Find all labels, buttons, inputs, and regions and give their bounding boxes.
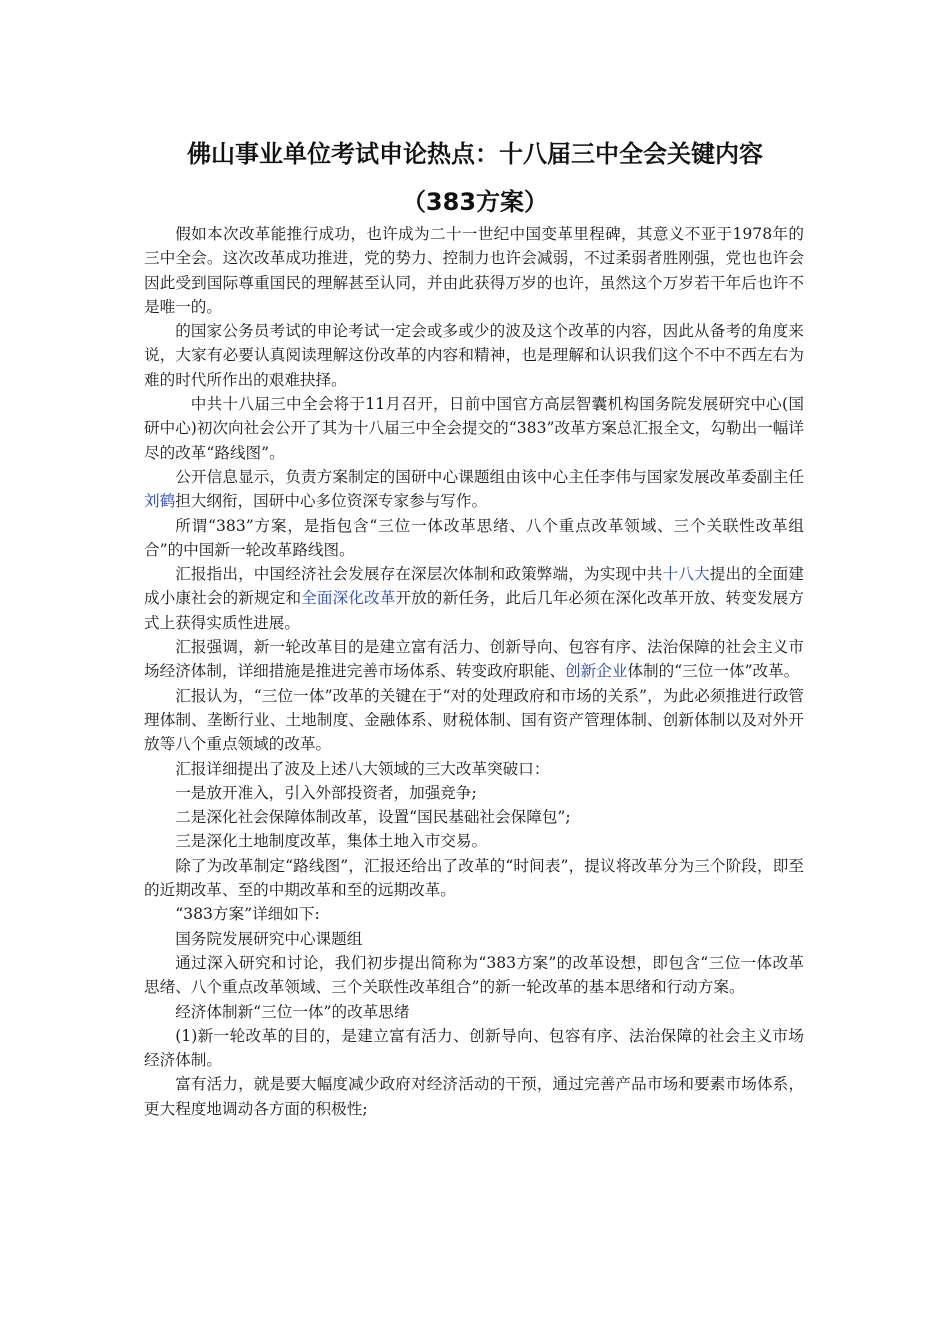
- paragraph: 三是深化土地制度改革，集体土地入市交易。: [175, 832, 488, 851]
- document-subtitle: （383方案）: [401, 188, 549, 216]
- paragraph: 所谓“383”方案，是指包含“三位一体改革思绪、八个重点改革领域、三个关联性改革组合”的中国新一轮改革路线图。: [144, 516, 804, 559]
- paragraph-text: 开放的新任务，此后几年必须在深化改革开放、转变发展方式上获得实质性进展。: [144, 589, 804, 632]
- paragraph: 假如本次改革能推行成功，也许成为二十一世纪中国变革里程碑，其意义不亚于1978年的三中全会。这次改革成功推进，党的势力、控制力也许会减弱，不过柔弱者胜刚强，党也也许会因此受到国际尊重国民的理解甚至认同，并由此获得万岁的也许，虽然这个万岁若干年后也许不是唯一的。: [144, 225, 804, 316]
- paragraph: 通过深入研究和讨论，我们初步提出简称为“383方案”的改革设想，即包含“三位一体改革思绪、八个重点改革领域、三个关联性改革组合”的新一轮改革的基本思绪和行动方案。: [144, 953, 804, 997]
- link-innovative-enterprise[interactable]: 创新企业: [565, 662, 628, 681]
- paragraph-text: 体制的“三位一体”改革。: [627, 662, 800, 681]
- document-body: [144, 222, 804, 1121]
- paragraph: 除了为改革制定“路线图”，汇报还给出了改革的“时间表”，提议将改革分为三个阶段，即至的近期改革、至的中期改革和至的远期改革。: [144, 856, 804, 900]
- paragraph: [144, 635, 804, 684]
- paragraph: [144, 562, 804, 635]
- paragraph: 经济体制新“三位一体”的改革思绪: [175, 1002, 410, 1021]
- paragraph: 国务院发展研究中心课题组: [175, 929, 363, 948]
- paragraph-text: 公开信息显示，负责方案制定的国研中心课题组由该中心主任李伟与国家发展改革委副主任: [175, 467, 804, 486]
- paragraph: (1)新一轮改革的目的，是建立富有活力、创新导向、包容有序、法治保障的社会主义市场经济体制。: [144, 1026, 804, 1070]
- paragraph: 富有活力，就是要大幅度减少政府对经济活动的干预，通过完善产品市场和要素市场体系，更大程度地调动各方面的积极性;: [144, 1075, 804, 1118]
- link-comprehensive-reform[interactable]: 全面深化改革: [301, 589, 396, 608]
- link-liuhe[interactable]: 刘鹤: [144, 492, 176, 511]
- document-title: 佛山事业单位考试申论热点：十八届三中全会关键内容: [187, 140, 763, 168]
- paragraph: 二是深化社会保障体制改革，设置“国民基础社会保障包”;: [175, 808, 571, 827]
- paragraph: 汇报认为，“三位一体”改革的关键在于“对的处理政府和市场的关系”，为此必须推进行政管理体制、垄断行业、土地制度、金融体系、财税体制、国有资产管理体制、创新体制以及对外开放等八个重点领域的改革。: [144, 686, 804, 754]
- paragraph-text: 提出的全面建成小康社会的新规定和: [144, 565, 804, 608]
- paragraph: 汇报详细提出了波及上述八大领域的三大改革突破口：: [175, 759, 550, 778]
- paragraph-text: 汇报指出，中国经济社会发展存在深层次体制和政策弊端，为实现中共: [175, 565, 663, 584]
- paragraph: [144, 465, 804, 514]
- link-eighteenth-congress[interactable]: 十八大: [662, 565, 710, 584]
- paragraph-text: 担大纲衔，国研中心多位资深专家参与写作。: [175, 492, 488, 511]
- paragraph: 中共十八届三中全会将于11月召开，日前中国官方高层智囊机构国务院发展研究中心(国研中心)初次向社会公开了其为十八届三中全会提交的“383”改革方案总汇报全文，勾勒出一幅详尽的改革“路线图”。: [144, 395, 804, 462]
- paragraph: 一是放开准入，引入外部投资者，加强竞争;: [175, 783, 477, 802]
- paragraph: “383方案”详细如下:: [175, 905, 320, 924]
- paragraph-text: 汇报强调，新一轮改革目的是建立富有活力、创新导向、包容有序、法治保障的社会主义市场经济体制，详细措施是推进完善市场体系、转变政府职能、: [144, 638, 804, 681]
- paragraph: 的国家公务员考试的申论考试一定会或多或少的波及这个改革的内容，因此从备考的角度来说，大家有必要认真阅读理解这份改革的内容和精神，也是理解和认识我们这个不中不西左右为难的时代所作出的艰难抉择。: [144, 322, 804, 389]
